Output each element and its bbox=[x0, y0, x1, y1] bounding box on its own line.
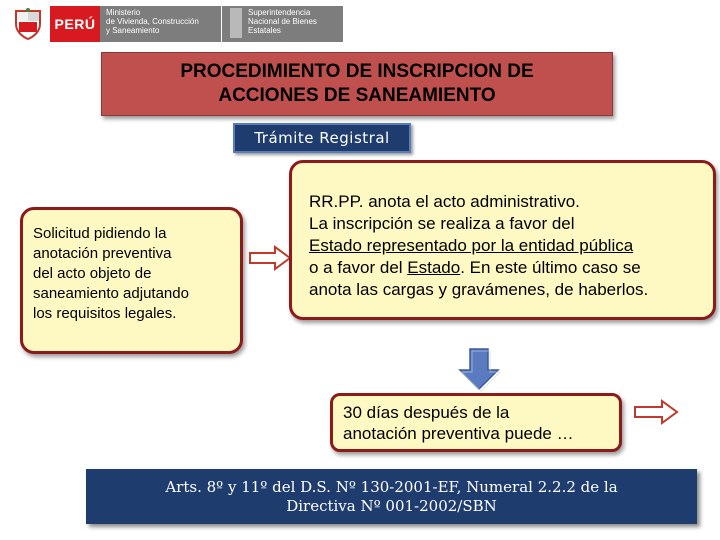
request-line: del acto objeto de bbox=[33, 265, 152, 282]
ministry-name bbox=[100, 6, 222, 42]
title-line: PROCEDIMIENTO DE INSCRIPCION DE bbox=[180, 61, 534, 82]
agency-name bbox=[222, 6, 343, 42]
ministry-line: de Vivienda, Construcción bbox=[106, 17, 199, 26]
tramite-registral-label: Trámite Registral bbox=[233, 123, 411, 153]
registry-line: La inscripción se realiza a favor del bbox=[309, 214, 575, 233]
right-arrow-icon bbox=[249, 246, 291, 270]
title-line: ACCIONES DE SANEAMIENTO bbox=[218, 85, 496, 106]
timeframe-line: 30 días después de la bbox=[343, 403, 510, 422]
registry-line: anota las cargas y gravámenes, de haberlos. bbox=[309, 280, 649, 299]
request-box bbox=[20, 207, 243, 354]
ministry-line: Ministerio bbox=[106, 8, 141, 17]
request-line: anotación preventiva bbox=[33, 245, 172, 262]
timeframe-line: anotación preventiva puede … bbox=[343, 424, 574, 443]
request-line: Solicitud pidiendo la bbox=[33, 225, 167, 242]
legal-reference-footer bbox=[86, 469, 697, 524]
timeframe-box bbox=[330, 393, 622, 452]
agency-line: Nacional de Bienes bbox=[248, 17, 317, 26]
registry-line-underlined: Estado representado por la entidad pública bbox=[309, 236, 634, 255]
request-line: los requisitos legales. bbox=[33, 305, 177, 322]
header-logo-strip bbox=[6, 6, 343, 42]
registry-line bbox=[309, 257, 709, 279]
registry-box bbox=[289, 160, 716, 320]
registry-line: RR.PP. anota el acto administrativo. bbox=[309, 192, 580, 211]
agency-line: Superintendencia bbox=[248, 8, 311, 17]
footer-line: Directiva Nº 001-2002/SBN bbox=[286, 496, 497, 515]
registry-text: o a favor del bbox=[309, 258, 408, 277]
page-title bbox=[101, 52, 613, 116]
registry-text: . En este último caso se bbox=[460, 258, 641, 277]
down-arrow-icon bbox=[459, 348, 499, 390]
agency-line: Estatales bbox=[248, 26, 281, 35]
agency-logo-icon bbox=[230, 8, 242, 38]
registry-text-underlined: Estado bbox=[407, 258, 461, 277]
ministry-line: y Saneamiento bbox=[106, 26, 160, 35]
coat-of-arms-icon bbox=[6, 6, 50, 42]
footer-line: Arts. 8º y 11º del D.S. Nº 130-2001-EF, Numeral 2.2.2 de la bbox=[165, 477, 618, 496]
peru-logo: PERÚ bbox=[50, 6, 100, 42]
request-line: saneamiento adjutando bbox=[33, 285, 189, 302]
next-arrow-icon bbox=[634, 400, 678, 424]
